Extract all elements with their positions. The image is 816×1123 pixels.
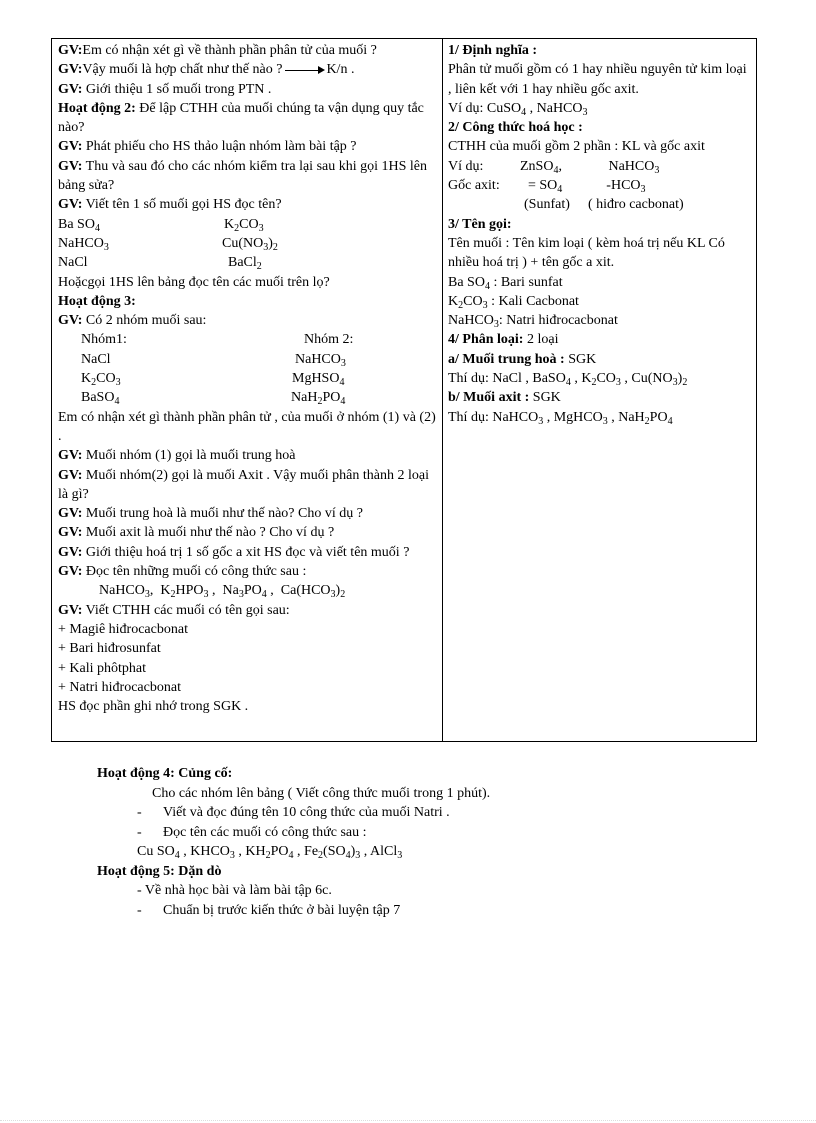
activity-heading: Hoạt động 2: (58, 100, 136, 116)
line-2 (58, 60, 436, 79)
text: Muối nhóm(2) gọi là muối Axit . Vậy muối phân thành 2 loại là gì? (58, 467, 429, 502)
subscript: 3 (330, 589, 336, 601)
subscript: 3 (640, 184, 646, 196)
subscript: 2 (458, 299, 464, 311)
subscript: 4 (339, 377, 345, 389)
formula: Na (222, 583, 239, 599)
subscript: 3 (654, 164, 660, 176)
text: : Natri hiđrocacbonat (498, 313, 618, 329)
text: ( hiđro cacbonat) (588, 197, 684, 213)
text: SGK (564, 351, 597, 367)
text: , MgHCO (543, 409, 603, 425)
formula: , KH (234, 844, 266, 859)
text: K/n . (326, 62, 355, 78)
classification-heading (448, 330, 750, 349)
formula: CO (96, 371, 116, 387)
gv-label: GV: (58, 448, 83, 464)
acid-salt-heading (448, 388, 750, 407)
gv-label: GV: (58, 139, 83, 155)
naming-ex-3 (448, 311, 750, 330)
subscript: 4 (521, 106, 527, 118)
formula: Ba SO (448, 274, 485, 290)
gv-label: GV: (58, 525, 83, 541)
text: Muối nhóm (1) gọi là muối trung hoà (82, 448, 296, 464)
subscript: 3 (238, 589, 244, 601)
text: ) (677, 371, 683, 387)
text: Thí dụ: NaHCO (448, 409, 539, 425)
definition-example (448, 99, 750, 118)
line-22: HS đọc phần ghi nhớ trong SGK . (58, 699, 249, 715)
activity-4-formulas (97, 842, 757, 862)
activity-4-heading: Hoạt động 4: Củng cố: (97, 766, 233, 781)
group-row-3 (58, 388, 436, 407)
page-edge (0, 1119, 816, 1121)
text: Muối axit là muối như thế nào ? Cho ví dụ ? (82, 525, 335, 541)
formula: K (160, 583, 171, 599)
naming-text: Tên muối : Tên kim loại ( kèm hoá trị nếu KL Có nhiều hoá trị ) + tên gốc a xit. (448, 235, 725, 271)
subscript: 2 (265, 850, 271, 861)
line-4 (58, 99, 436, 138)
salt-row-2 (58, 234, 436, 253)
text: Để lập CTHH của muối chúng ta vận dụng quy tắc nào? (58, 100, 424, 136)
formula: K (448, 293, 459, 309)
neutral-salt-example (448, 369, 750, 388)
text: Gốc axit: (448, 178, 500, 194)
subscript: 4 (94, 222, 100, 234)
text: Thu và sau đó cho các nhóm kiểm tra lại sau khi gọi 1HS lên bảng sửa? (58, 158, 428, 194)
text: Viết và đọc đúng tên 10 công thức của muối Natri . (163, 805, 450, 820)
gv-label: GV: (58, 467, 83, 483)
formula: , KHCO (179, 844, 230, 859)
line-5 (58, 137, 436, 156)
formula: PO (270, 844, 289, 859)
formula: NaHCO (295, 351, 341, 367)
subscript: 2 (340, 589, 346, 601)
group-row-1 (58, 350, 436, 369)
formula: HPO (175, 583, 204, 599)
text: 2 loại (523, 332, 559, 348)
acid-radical-names (448, 195, 750, 214)
subscript: 2 (591, 377, 597, 389)
text: Có 2 nhóm muối sau: (82, 313, 207, 329)
group-titles (58, 330, 436, 349)
formula: MgHSO (292, 371, 340, 387)
formula: Ba SO (58, 216, 95, 232)
text: Viết tên 1 số muối gọi HS đọc tên? (82, 197, 282, 213)
subscript: 2 (644, 415, 650, 427)
formula: CO (463, 293, 483, 309)
subscript: 4 (565, 377, 571, 389)
text: Giới thiệu hoá trị 1 số gốc a xit HS đọc và viết tên muối ? (82, 544, 410, 560)
subscript: 3 (258, 222, 264, 234)
text: , (558, 158, 562, 174)
subscript: 3 (582, 106, 588, 118)
subscript: 3 (355, 850, 361, 861)
subscript: 4 (261, 589, 267, 601)
line-20: + Kali phôtphat (58, 660, 146, 676)
text: Vậy muối là hợp chất như thế nào ? (82, 62, 283, 78)
activities-4-5 (97, 764, 757, 920)
activity-3-heading: Hoạt động 3: (58, 293, 136, 309)
gv-label: GV: (58, 158, 83, 174)
subscript: 2 (170, 589, 176, 601)
formula: PO (243, 583, 262, 599)
formula: NaHCO (448, 313, 494, 329)
gv-label: GV: (58, 43, 83, 58)
bullet: - (137, 902, 142, 918)
salt-row-1 (58, 215, 436, 234)
group-2-title: Nhóm 2: (304, 332, 354, 348)
text: Đọc tên các muối có công thức sau : (163, 824, 367, 840)
formula-heading: 2/ Công thức hoá học : (448, 120, 583, 136)
text: , Cu(NO (620, 371, 673, 387)
subscript: 3 (103, 241, 109, 253)
text: Ví dụ: (448, 158, 484, 174)
formula: Cu(NO (222, 235, 264, 251)
subscript: 2 (234, 222, 240, 234)
subscript: 3 (538, 415, 544, 427)
line-14 (58, 523, 436, 542)
subscript: 3 (615, 377, 621, 389)
definition-text: Phân tử muối gồm có 1 hay nhiều nguyên tử kim loại , liên kết với 1 hay nhiều gốc axit. (448, 62, 747, 97)
arrow-right-icon (285, 70, 323, 71)
formula: BaCl (228, 255, 257, 271)
subscript: 4 (484, 280, 490, 292)
subscript: 3 (397, 850, 403, 861)
acid-radical (448, 176, 750, 195)
formula: NaHCO (99, 583, 145, 599)
formula: Cu SO (137, 844, 175, 859)
activity-5-line-1: - Về nhà học bài và làm bài tập 6c. (137, 883, 332, 898)
formula: NaHCO (608, 158, 655, 174)
gv-label: GV: (58, 564, 83, 580)
subscript: 4 (174, 850, 180, 861)
line-1 (58, 41, 436, 60)
formula: ZnSO (520, 158, 554, 174)
subscript: 4 (667, 415, 673, 427)
heading: 4/ Phân loại: (448, 332, 524, 348)
subscript: 3 (493, 319, 499, 331)
heading: b/ Muối axit : (448, 390, 530, 406)
line-13 (58, 504, 436, 523)
text: Đọc tên những muối có công thức sau : (82, 564, 307, 580)
bullet: - (137, 824, 142, 840)
subscript: 2 (682, 377, 688, 389)
text: , NaHCO (526, 100, 583, 116)
formula: -HCO (606, 178, 641, 194)
naming-ex-1 (448, 273, 750, 292)
gv-label: GV: (58, 602, 83, 618)
definition-heading: 1/ Định nghĩa : (448, 43, 538, 58)
naming-ex-2 (448, 292, 750, 311)
lesson-table (51, 38, 757, 742)
gv-label: GV: (58, 506, 83, 522)
subscript: 2 (317, 396, 323, 408)
text: Ví dụ: CuSO (448, 100, 522, 116)
activity-4-line-1: Cho các nhóm lên bảng ( Viết công thức muối trong 1 phút). (152, 785, 491, 801)
activity-4-line-3 (97, 823, 757, 843)
subscript: 4 (557, 184, 563, 196)
subscript: 3 (263, 241, 269, 253)
subscript: 4 (345, 850, 351, 861)
subscript: 3 (482, 299, 488, 311)
gv-label: GV: (58, 544, 83, 560)
text: Giới thiệu 1 số muối trong PTN . (82, 81, 272, 97)
gv-label: GV: (58, 81, 83, 97)
line-3 (58, 80, 436, 99)
formula-list: NaHCO$_3$, $K_2HPO_3$ , $Na_3PO_4$ , $Ca(HCO_3)_2$ (99, 583, 346, 601)
text: Chuẩn bị trước kiến thức ở bài luyện tập 7 (163, 902, 401, 918)
text: Muối trung hoà là muối như thế nào? Cho ví dụ ? (82, 506, 363, 522)
formula: BaSO (81, 390, 115, 406)
text: Thí dụ: NaCl , BaSO (448, 371, 566, 387)
formula: , AlCl (360, 844, 398, 859)
subscript: 2 (318, 850, 324, 861)
heading: a/ Muối trung hoà : (448, 351, 565, 367)
line-11 (58, 446, 436, 465)
formula: PO (322, 390, 341, 406)
formula: , Fe (293, 844, 319, 859)
formula: NaHCO (58, 235, 104, 251)
line-21: + Natri hiđrocacbonat (58, 679, 181, 695)
formula: = SO (528, 178, 558, 194)
teacher-student-activities-column (52, 39, 443, 741)
text: Em có nhận xét gì về thành phần phân tử của muối ? (82, 43, 377, 58)
formula: ) (350, 844, 356, 859)
subscript: 3 (602, 415, 608, 427)
text: , NaH (607, 409, 645, 425)
formula: CO (239, 216, 259, 232)
text: (Sunfat) (524, 197, 570, 213)
line-18: + Magiê hiđrocacbonat (58, 621, 188, 637)
line-15 (58, 543, 436, 562)
formula: (SO (323, 844, 346, 859)
subscript: 3 (115, 377, 121, 389)
gv-label: GV: (58, 62, 83, 78)
subscript: 3 (144, 589, 150, 601)
formula: NaH (291, 390, 318, 406)
gv-label: GV: (58, 197, 83, 213)
subscript: 3 (672, 377, 678, 389)
formula: NaCl (58, 255, 88, 271)
acid-salt-example (448, 408, 750, 427)
text: : Kali Cacbonat (487, 293, 579, 309)
text: Phát phiếu cho HS thảo luận nhóm làm bài tập ? (82, 139, 357, 155)
text: SGK (529, 390, 561, 406)
formula: Ca(HCO (280, 583, 331, 599)
gv-label: GV: (58, 313, 83, 329)
subscript: 4 (553, 164, 559, 176)
line-19: + Bari hiđrosunfat (58, 641, 161, 657)
activity-4-line-2 (97, 803, 757, 823)
formula-example (448, 157, 750, 176)
subscript: 4 (340, 396, 346, 408)
subscript: 4 (288, 850, 294, 861)
subscript: 2 (256, 261, 262, 273)
line-10: Em có nhận xét gì thành phần phân tử , của muối ở nhóm (1) và (2) . (58, 409, 436, 444)
subscript: 3 (203, 589, 209, 601)
line-16 (58, 562, 436, 581)
formula: ) (268, 235, 273, 251)
group-1-title: Nhóm1: (81, 332, 127, 348)
line-12 (58, 466, 436, 505)
line-9 (58, 311, 436, 330)
subscript: 4 (114, 396, 120, 408)
subscript: 3 (229, 850, 235, 861)
subscript: 3 (340, 357, 346, 369)
subscript: 2 (91, 377, 97, 389)
formula: K (224, 216, 235, 232)
neutral-salt-heading (448, 350, 750, 369)
text: : Bari sunfat (489, 274, 563, 290)
formula: NaCl (81, 351, 111, 367)
line-6 (58, 157, 436, 196)
text: Hoặcgọi 1HS lên bảng đọc tên các muối trên lọ? (58, 274, 330, 290)
bullet: - (137, 805, 142, 820)
text: , K (570, 371, 592, 387)
subscript: 2 (272, 241, 278, 253)
activity-5-heading: Hoạt động 5: Dặn dò (97, 863, 222, 879)
salt-row-3 (58, 253, 436, 272)
group-row-2 (58, 369, 436, 388)
formula: K (81, 371, 92, 387)
line-17 (58, 601, 436, 620)
line-7 (58, 195, 436, 214)
line-8 (58, 273, 436, 292)
text: Viết CTHH các muối có tên gọi sau: (82, 602, 290, 618)
naming-heading: 3/ Tên gọi: (448, 216, 512, 232)
text: PO (649, 409, 668, 425)
activity-5-line-2 (97, 901, 757, 921)
text: CO (596, 371, 616, 387)
formula-text: CTHH của muối gồm 2 phần : KL và gốc axit (448, 139, 705, 155)
content-column (443, 39, 756, 741)
